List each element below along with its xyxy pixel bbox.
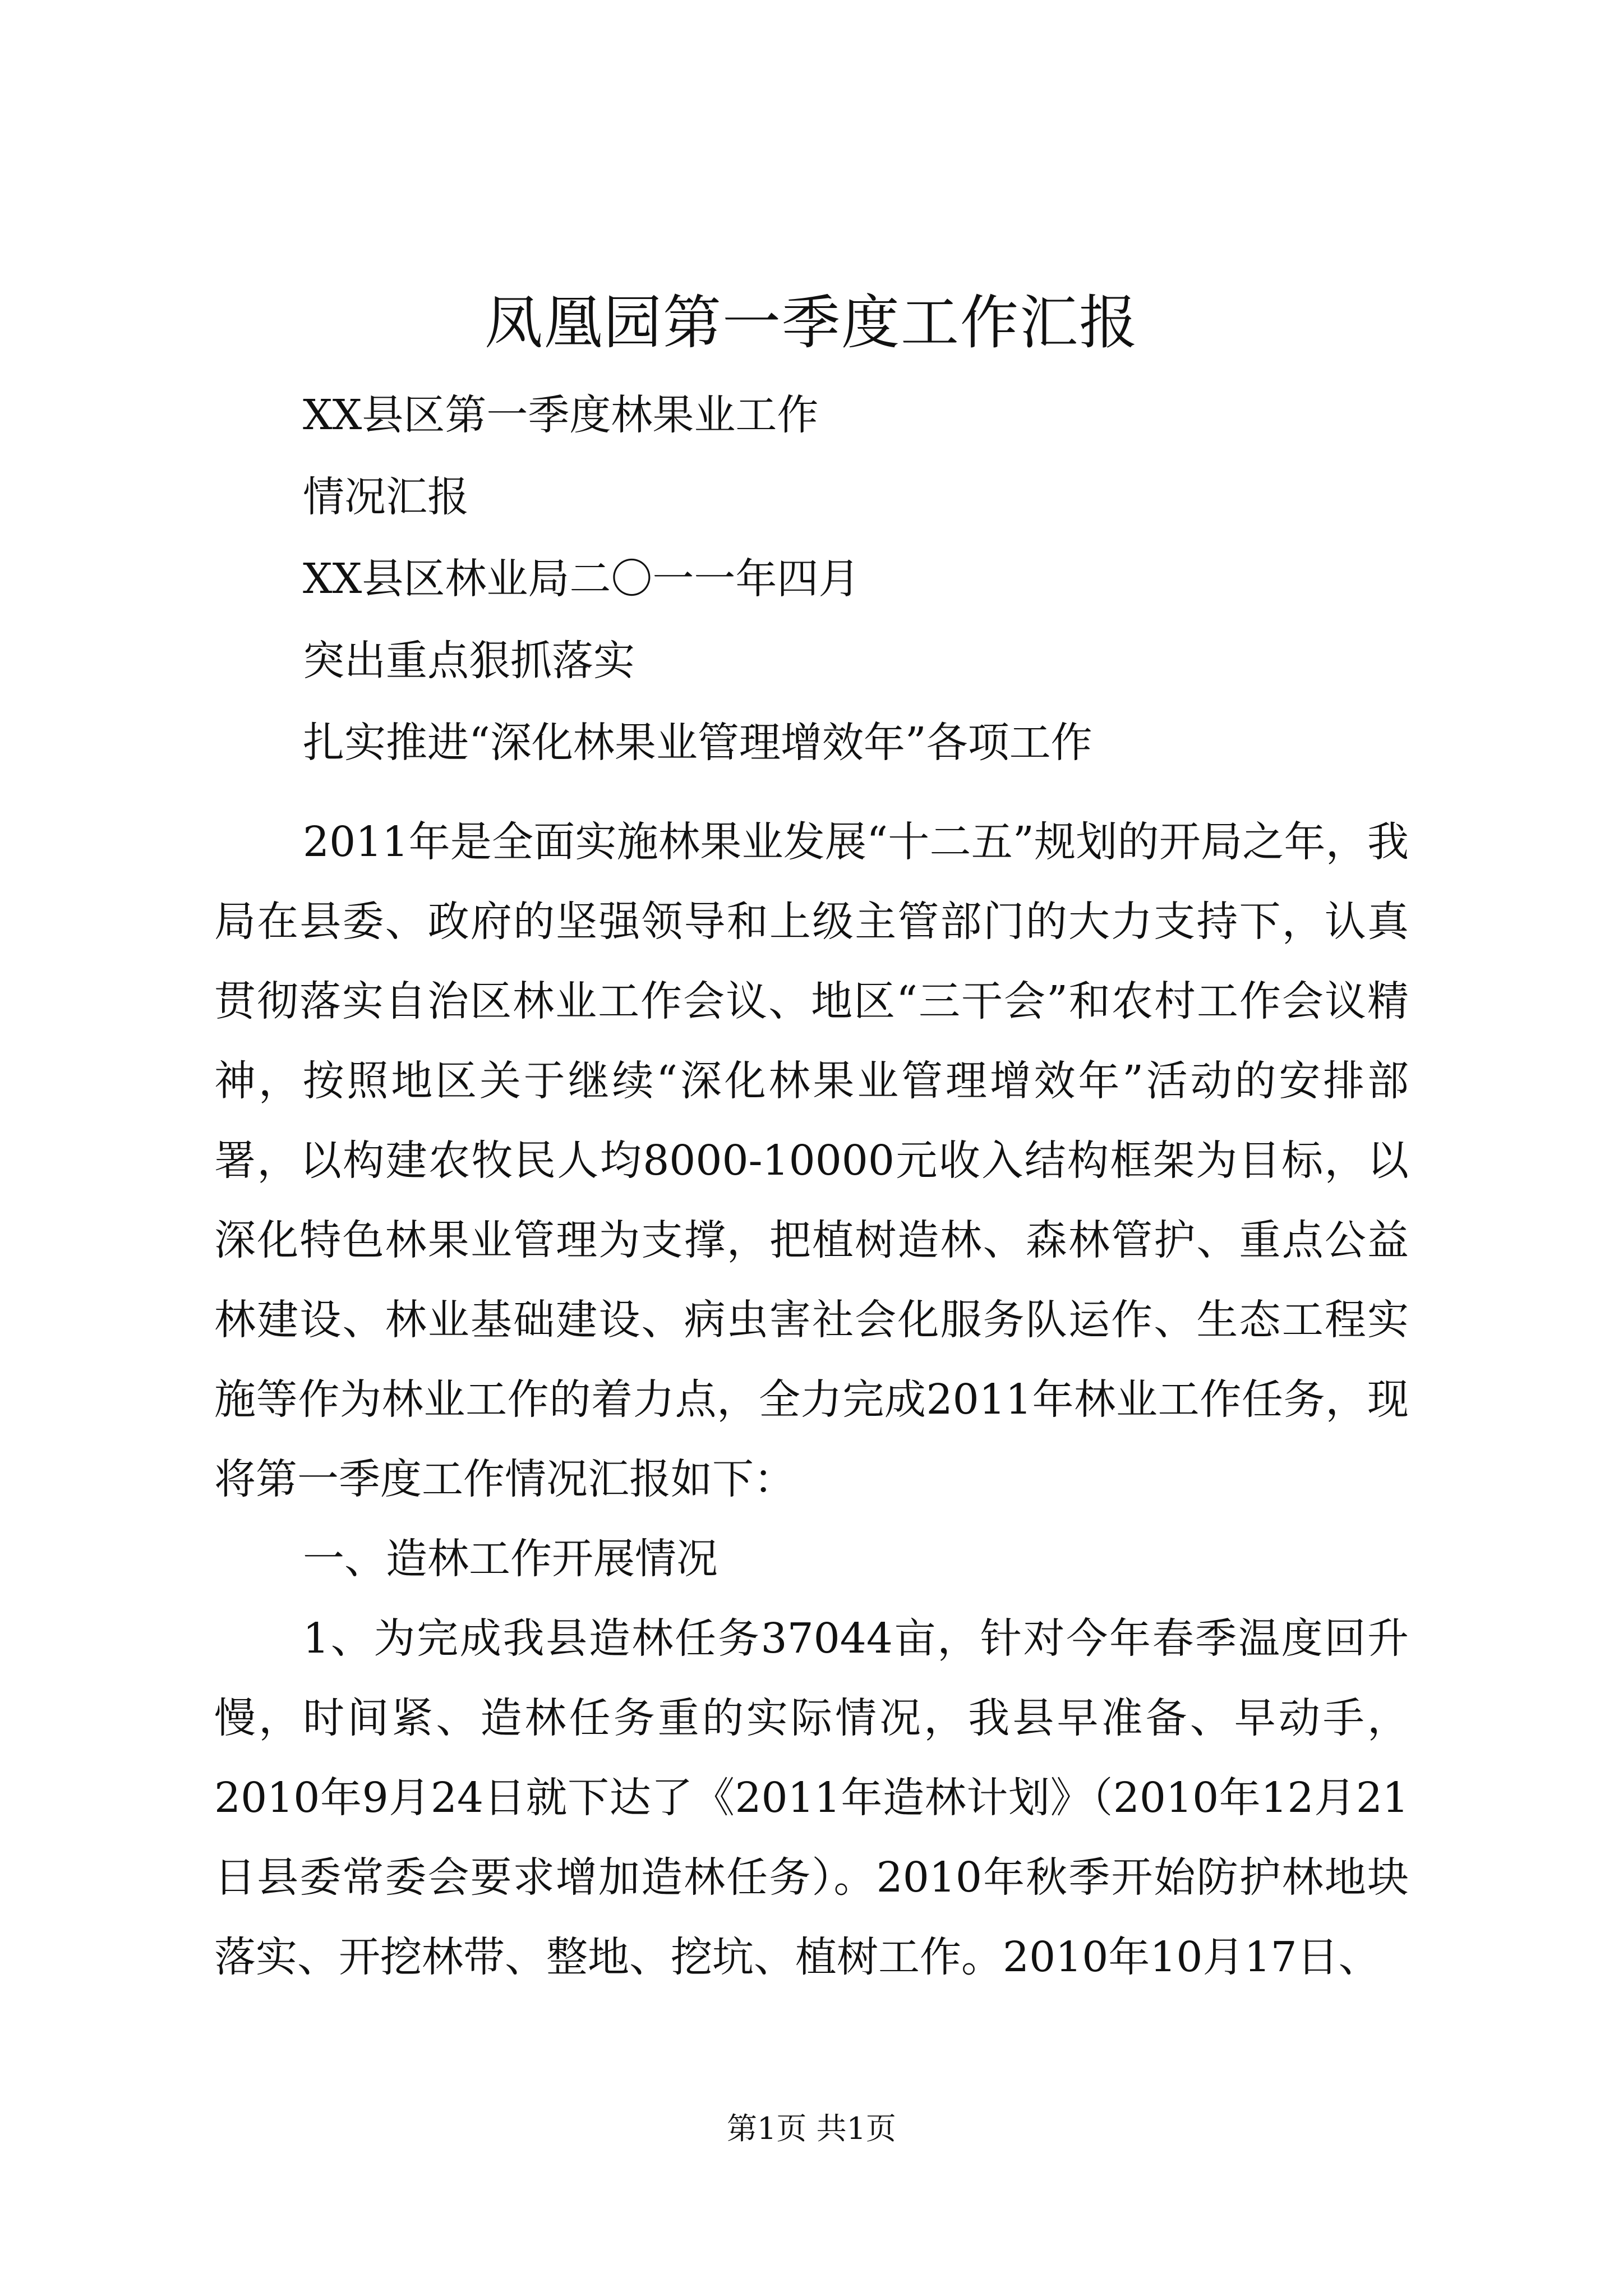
section-heading: 一、造林工作开展情况 — [303, 1535, 718, 1583]
page-footer: 第1页 共1页 — [727, 2111, 896, 2146]
header-line-5: 扎实推进“深化林果业管理增效年”各项工作 — [303, 719, 1092, 767]
header-line-4: 突出重点狠抓落实 — [303, 637, 635, 685]
document-body — [214, 802, 1409, 1997]
document-title: 凤凰园第一季度工作汇报 — [484, 288, 1138, 357]
body-paragraph: 2011年是全面实施林果业发展“十二五”规划的开局之年，我局在县委、政府的坚强领导和上级主管部门的大力支持下，认真贯彻落实自治区林业工作会议、地区“三干会”和农村工作会议精神，按照地区关于继续“深化林果业管理增效年”活动的安排部署，以构建农牧民人均8000-10000元收入结构框架为目标，以深化特色林果业管理为支撑，把植树造林、森林管护、重点公益林建设、林业基础建设、病虫害社会化服务队运作、生态工程实施等作为林业工作的着力点，全力完成2011年林业工作任务，现将第一季度工作情况汇报如下： — [214, 818, 1409, 1503]
body-paragraph: 1、为完成我县造林任务37044亩，针对今年春季温度回升慢，时间紧、造林任务重的实际情况，我县早准备、早动手，2010年9月24日就下达了《2011年造林计划》（2010年12月21日县委常委会要求增加造林任务）。2010年秋季开始防护林地块落实、开挖林带、整地、挖坑、植树工作。2010年10月17日、 — [214, 1614, 1409, 1981]
header-line-3: XX县区林业局二〇一一年四月 — [303, 555, 860, 603]
header-line-2: 情况汇报 — [303, 473, 469, 521]
header-line-1: XX县区第一季度林果业工作 — [303, 391, 819, 439]
